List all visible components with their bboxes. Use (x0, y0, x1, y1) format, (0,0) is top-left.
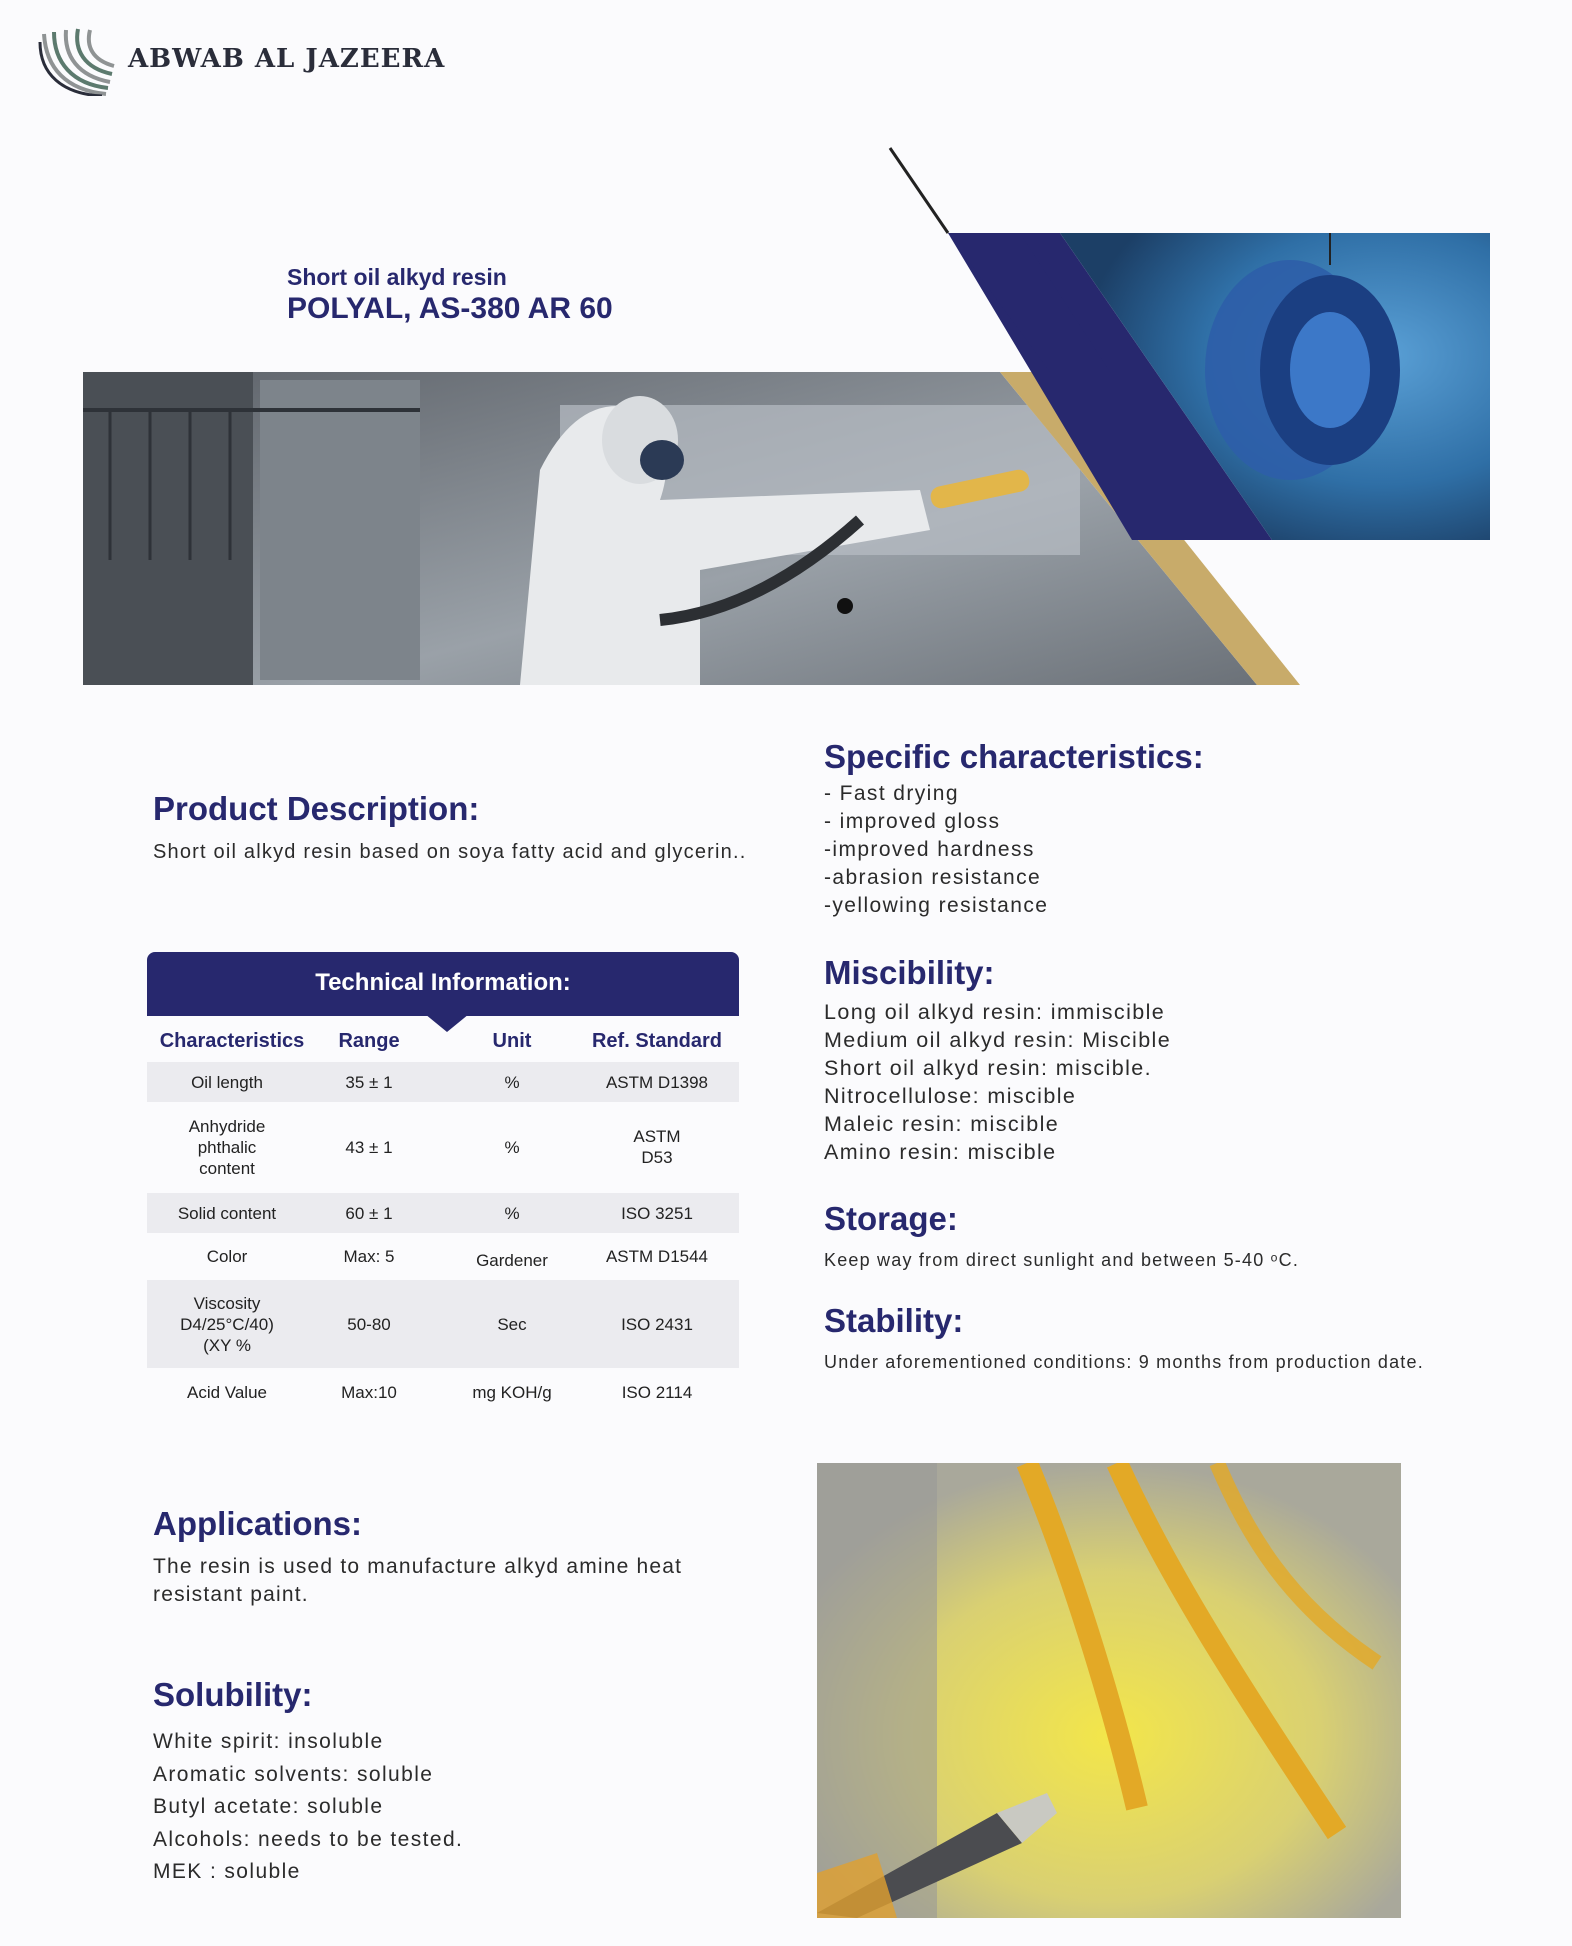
table-cell: Acid Value (186, 1382, 267, 1402)
company-logo (36, 28, 116, 96)
table-row (147, 1280, 739, 1368)
miscibility-section (824, 954, 1464, 1166)
solubility-heading: Solubility: (153, 1676, 313, 1713)
storage-section (824, 1200, 1504, 1274)
miscibility-list (824, 998, 1464, 1166)
column-header: Characteristics (159, 1030, 305, 1052)
list-item: Alcohols: needs to be tested. (153, 1827, 464, 1851)
spray-coating-photo (817, 1463, 1401, 1918)
list-item: Maleic resin: miscible (824, 1112, 1060, 1136)
list-item: Amino resin: miscible (824, 1140, 1057, 1164)
table-cell: Anhydride phthalic content (188, 1116, 266, 1178)
table-cell: Color (206, 1246, 248, 1266)
list-item: Aromatic solvents: soluble (153, 1762, 434, 1786)
description-section (153, 790, 753, 866)
description-heading: Product Description: (153, 790, 480, 827)
list-item: White spirit: insoluble (153, 1730, 384, 1753)
list-item: -improved hardness (824, 838, 1035, 861)
list-item: - Fast drying (824, 782, 959, 805)
table-cell: ISO 2114 (621, 1382, 693, 1402)
description-text: Short oil alkyd resin based on soya fatty acid and glycerin.. (153, 841, 747, 863)
brand-name: ABWAB AL JAZEERA (128, 44, 446, 74)
table-cell: ASTM D53 (633, 1127, 681, 1167)
table-cell: Max: 5 (343, 1246, 395, 1266)
table-cell: ASTM D1398 (605, 1072, 709, 1092)
solubility-section (153, 1676, 753, 1889)
table-cell: Gardener (476, 1250, 548, 1270)
list-item: Medium oil alkyd resin: Miscible (824, 1028, 1172, 1052)
table-cell: 35 ± 1 (345, 1072, 393, 1092)
hero-banner (0, 140, 1572, 700)
technical-table (147, 952, 739, 1412)
table-row (147, 1236, 739, 1276)
table-cell: % (504, 1137, 520, 1157)
stability-heading: Stability: (824, 1302, 964, 1339)
table-cell: ISO 2431 (621, 1314, 693, 1334)
column-header: Range (338, 1030, 400, 1052)
stability-section (824, 1302, 1444, 1376)
table-row (147, 1372, 739, 1412)
column-header: Ref. Standard (591, 1030, 723, 1052)
table-cell: Max:10 (341, 1382, 397, 1402)
product-title: POLYAL, AS-380 AR 60 (287, 292, 613, 325)
table-row (147, 1105, 739, 1189)
applications-text: The resin is used to manufacture alkyd amine heat resistant paint. (153, 1555, 683, 1606)
specific-heading: Specific characteristics: (824, 738, 1204, 775)
table-cell: ASTM D1544 (605, 1246, 709, 1266)
list-item: -abrasion resistance (824, 866, 1042, 889)
table-cell: ISO 3251 (621, 1203, 693, 1223)
miscibility-heading: Miscibility: (824, 954, 995, 991)
list-item: -yellowing resistance (824, 894, 1049, 917)
list-item: Short oil alkyd resin: miscible. (824, 1056, 1152, 1080)
table-cell: Viscosity D4/25°C/40) (XY % (180, 1293, 274, 1355)
table-row (147, 1193, 739, 1233)
list-item: - improved gloss (824, 810, 1001, 833)
table-cell: Sec (497, 1314, 527, 1334)
column-header: Unit (492, 1030, 532, 1052)
table-row (147, 1062, 739, 1102)
applications-heading: Applications: (153, 1505, 363, 1542)
table-cell: Solid content (177, 1203, 277, 1223)
table-cell: % (504, 1072, 520, 1092)
technical-heading: Technical Information: (147, 952, 739, 1016)
solubility-list (153, 1726, 753, 1889)
specific-list (824, 780, 1464, 920)
table-cell: % (504, 1203, 520, 1223)
applications-section (153, 1505, 763, 1609)
specific-section (824, 738, 1464, 920)
list-item: Butyl acetate: soluble (153, 1795, 384, 1818)
table-cell: 43 ± 1 (345, 1137, 393, 1157)
list-item: Long oil alkyd resin: immiscible (824, 1000, 1166, 1024)
list-item: MEK : soluble (153, 1860, 301, 1883)
table-cell: 50-80 (347, 1314, 391, 1334)
storage-text: Keep way from direct sunlight and between 5-40 ᵒC. (824, 1250, 1300, 1270)
table-cell: 60 ± 1 (345, 1203, 393, 1223)
list-item: Nitrocellulose: miscible (824, 1084, 1077, 1108)
storage-heading: Storage: (824, 1200, 958, 1237)
table-cell: mg KOH/g (472, 1382, 552, 1402)
stability-text: Under aforementioned conditions: 9 months from production date. (824, 1352, 1424, 1372)
table-cell: Oil length (191, 1072, 263, 1092)
product-subtitle: Short oil alkyd resin (287, 264, 507, 290)
